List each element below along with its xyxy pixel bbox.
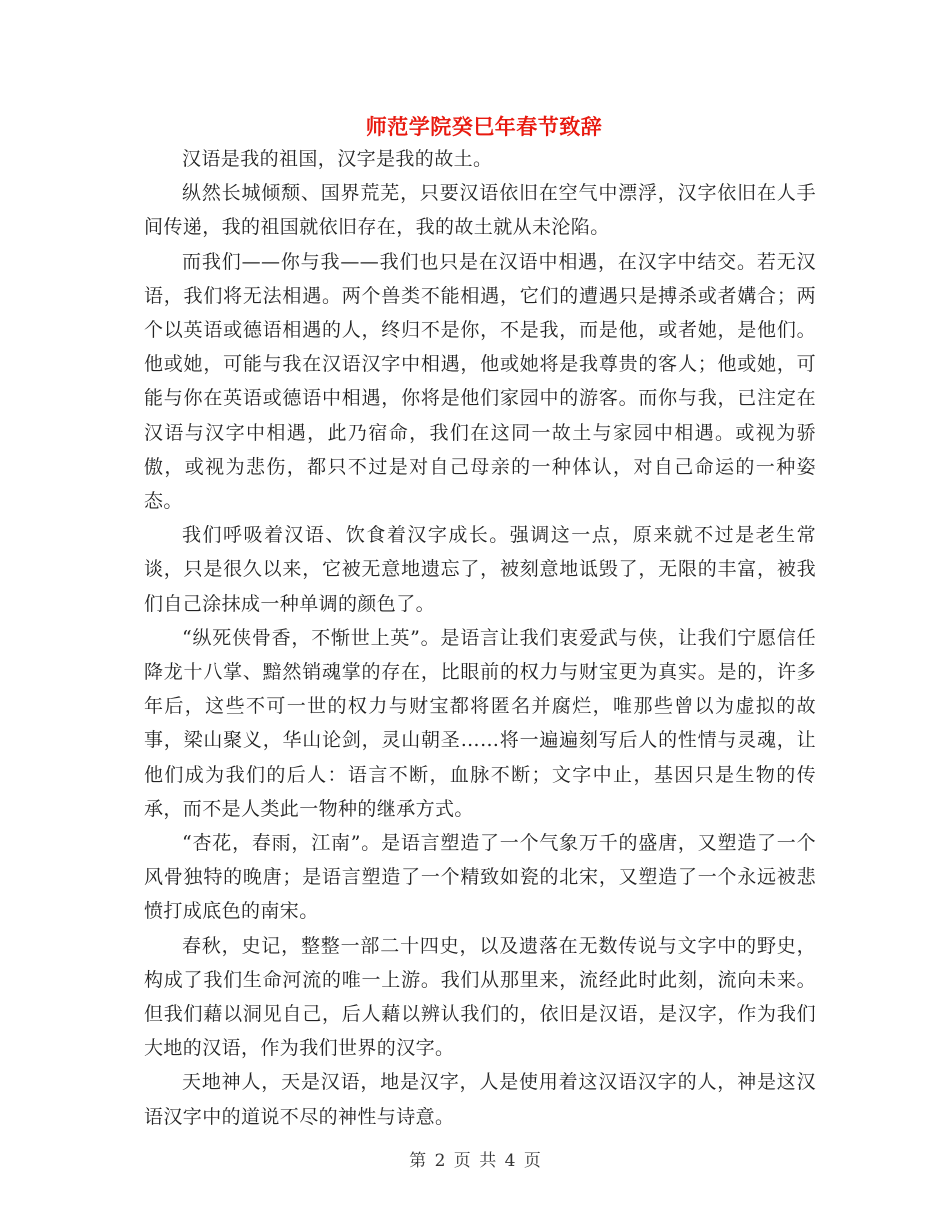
page-footer: 第 2 页 共 4 页 <box>409 1151 541 1171</box>
paragraph: “纵死侠骨香，不惭世上英”。是语言让我们衷爱武与侠，让我们宁愿信任降龙十八掌、黯然销魂掌的存在，比眼前的权力与财宝更为真实。是的，许多年后，这些不可一世的权力与财宝都将匿名并腐烂，唯那些曾以为虚拟的故事，梁山聚义，华山论剑，灵山朝圣……将一遍遍刻写后人的性情与灵魂，让他们成为我们的后人：语言不断，血脉不断；文字中止，基因只是生物的传承，而不是人类此一物种的继承方式。 <box>144 626 816 820</box>
paragraph: 而我们——你与我——我们也只是在汉语中相遇，在汉字中结交。若无汉语，我们将无法相遇。两个兽类不能相遇，它们的遭遇只是搏杀或者媾合；两个以英语或德语相遇的人，终归不是你，不是我，而是他，或者她，是他们。他或她，可能与我在汉语汉字中相遇，他或她将是我尊贵的客人；他或她，可能与你在英语或德语中相遇，你将是他们家园中的游客。而你与我，已注定在汉语与汉字中相遇，此乃宿命，我们在这同一故土与家园中相遇。或视为骄傲，或视为悲伤，都只不过是对自己母亲的一种体认，对自己命运的一种姿态。 <box>144 250 816 513</box>
document-title: 师范学院癸巳年春节致辞 <box>365 114 603 139</box>
paragraph: 汉语是我的祖国，汉字是我的故土。 <box>182 148 493 170</box>
paragraph: 春秋，史记，整整一部二十四史，以及遗落在无数传说与文字中的野史，构成了我们生命河流的唯一上游。我们从那里来，流经此时此刻，流向未来。但我们藉以洞见自己，后人藉以辨认我们的，依旧是汉语，是汉字，作为我们大地的汉语，作为我们世界的汉字。 <box>144 934 816 1060</box>
paragraph: 纵然长城倾颓、国界荒芜，只要汉语依旧在空气中漂浮，汉字依旧在人手间传递，我的祖国就依旧存在，我的故土就从未沦陷。 <box>144 182 816 239</box>
document-body <box>144 142 816 1134</box>
paragraph: 天地神人，天是汉语，地是汉字，人是使用着这汉语汉字的人，神是这汉语汉字中的道说不尽的神性与诗意。 <box>144 1071 816 1128</box>
paragraph: 我们呼吸着汉语、饮食着汉字成长。强调这一点，原来就不过是老生常谈，只是很久以来，它被无意地遗忘了，被刻意地诋毁了，无限的丰富，被我们自己涂抹成一种单调的颜色了。 <box>144 524 816 615</box>
paragraph: “杏花，春雨，江南”。是语言塑造了一个气象万千的盛唐，又塑造了一个风骨独特的晚唐；是语言塑造了一个精致如瓷的北宋，又塑造了一个永远被悲愤打成底色的南宋。 <box>144 832 816 923</box>
